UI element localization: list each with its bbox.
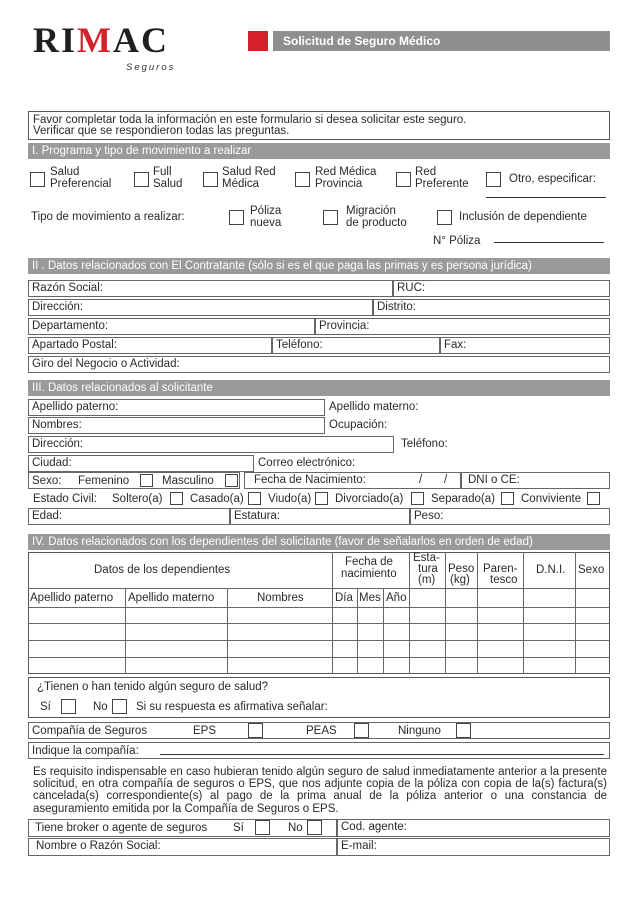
intro-line-1: Favor completar toda la información en este formulario si desea solicitar este seguro. <box>33 114 467 126</box>
checkbox-ninguno[interactable] <box>456 723 471 738</box>
label-inclusion: Inclusión de dependiente <box>459 211 587 223</box>
poliza-number-line[interactable] <box>494 242 604 243</box>
header-sexo: Sexo <box>578 564 605 576</box>
label-estado-civil: Estado Civil: <box>33 493 97 505</box>
label-insurance-si: Sí <box>40 701 51 713</box>
label-program-2a: Full <box>153 166 172 178</box>
checkbox-viudo[interactable] <box>315 492 328 505</box>
section-4-title: IV. Datos relacionados con los dependientes del solicitante (favor de señalarlos en orden de edad) <box>28 534 610 550</box>
section-3-title: III. Datos relacionados al solicitante <box>28 380 610 396</box>
label-compania-seguros: Compañía de Seguros <box>32 725 148 737</box>
field-telefono-solicitante[interactable]: Teléfono: <box>394 436 610 453</box>
label-program-3a: Salud Red <box>222 166 276 178</box>
header-parentesco-1: Paren- <box>483 563 518 575</box>
field-email[interactable]: E-mail: <box>337 838 610 856</box>
label-masculino: Masculino <box>162 475 214 487</box>
label-migracion-b: de producto <box>346 217 407 229</box>
header-apellido-paterno: Apellido paterno <box>30 592 114 604</box>
field-apellido-paterno[interactable]: Apellido paterno: <box>28 399 325 416</box>
label-poliza-b: nueva <box>250 217 282 229</box>
label-program-1a: Salud <box>50 166 80 178</box>
section-2-title: II . Datos relacionados con El Contratante (sólo si es el que paga las primas y es persona jurídica) <box>28 258 610 274</box>
label-program-4b: Provincia <box>315 178 363 190</box>
field-dni-ce[interactable]: DNI o CE: <box>461 472 610 489</box>
header-mes: Mes <box>359 592 381 604</box>
label-viudo: Viudo(a) <box>268 493 312 505</box>
label-conviviente: Conviviente <box>521 493 582 505</box>
form-title: Solicitud de Seguro Médico <box>273 31 610 51</box>
label-soltero: Soltero(a) <box>112 493 163 505</box>
header-dni: D.N.I. <box>536 564 566 576</box>
rimac-logo: RIMAC <box>33 20 169 60</box>
title-accent-square <box>248 31 268 51</box>
label-program-5a: Red <box>415 166 437 178</box>
checkbox-broker-no[interactable] <box>307 820 322 835</box>
label-casado: Casado(a) <box>190 493 244 505</box>
field-fax[interactable]: Fax: <box>440 337 610 354</box>
checkbox-broker-si[interactable] <box>255 820 270 835</box>
checkbox-insurance-si[interactable] <box>61 699 76 714</box>
label-senalar: Si su respuesta es afirmativa señalar: <box>136 701 328 713</box>
checkbox-casado[interactable] <box>248 492 261 505</box>
field-razon-social[interactable]: Razón Social: <box>28 280 393 297</box>
field-correo[interactable]: Correo electrónico: <box>254 455 610 472</box>
header-peso-2: (kg) <box>450 574 470 586</box>
header-fecha-1: Fecha de <box>345 556 393 568</box>
header-dia: Día <box>335 592 353 604</box>
checkbox-insurance-no[interactable] <box>112 699 127 714</box>
checkbox-full-salud[interactable] <box>134 172 149 187</box>
checkbox-salud-preferencial[interactable] <box>30 172 45 187</box>
field-nombres[interactable]: Nombres: <box>28 417 325 434</box>
header-estatura-1: Esta- <box>413 552 440 564</box>
header-peso-1: Peso <box>448 563 475 575</box>
label-program-2b: Salud <box>153 178 183 190</box>
field-distrito[interactable]: Distrito: <box>373 299 610 316</box>
checkbox-salud-red-medica[interactable] <box>203 172 218 187</box>
header-estatura-3: (m) <box>418 574 436 586</box>
field-direccion-solicitante[interactable]: Dirección: <box>28 436 394 453</box>
date-slash-2: / <box>444 474 448 486</box>
checkbox-red-medica-provincia[interactable] <box>295 172 310 187</box>
field-giro-negocio[interactable]: Giro del Negocio o Actividad: <box>28 356 610 373</box>
label-broker-no: No <box>288 822 303 834</box>
field-peso[interactable]: Peso: <box>410 508 610 525</box>
field-estatura[interactable]: Estatura: <box>230 508 410 525</box>
label-femenino: Femenino <box>78 475 130 487</box>
field-telefono-contratante[interactable]: Teléfono: <box>272 337 440 354</box>
logo-tagline: Seguros <box>126 62 176 73</box>
label-program-4a: Red Médica <box>315 166 377 178</box>
label-movement-type: Tipo de movimiento a realizar: <box>31 211 185 223</box>
intro-line-2: Verificar que se respondieron todas las preguntas. <box>33 125 290 137</box>
field-fecha-nacimiento[interactable] <box>244 472 461 489</box>
label-insurance-no: No <box>93 701 108 713</box>
label-divorciado: Divorciado(a) <box>335 493 404 505</box>
checkbox-eps[interactable] <box>248 723 263 738</box>
label-poliza-number: N° Póliza <box>433 235 481 247</box>
label-otro: Otro, especificar: <box>509 173 596 185</box>
field-apartado-postal[interactable]: Apartado Postal: <box>28 337 272 354</box>
field-ocupacion[interactable]: Ocupación: <box>325 417 610 434</box>
date-slash-1: / <box>419 474 423 486</box>
label-poliza-a: Póliza <box>250 205 282 217</box>
otro-underline[interactable] <box>486 197 606 198</box>
label-ninguno: Ninguno <box>398 725 441 737</box>
label-program-5b: Preferente <box>415 178 469 190</box>
field-ruc[interactable]: RUC: <box>393 280 610 297</box>
checkbox-femenino[interactable] <box>140 474 153 487</box>
header-anio: Año <box>386 592 407 604</box>
label-insurance-question: ¿Tienen o han tenido algún seguro de salud? <box>37 681 269 693</box>
header-nombres: Nombres <box>257 592 304 604</box>
label-program-3b: Médica <box>222 178 260 190</box>
field-nombre-razon-social[interactable]: Nombre o Razón Social: <box>28 838 337 856</box>
field-cod-agente[interactable]: Cod. agente: <box>337 819 610 837</box>
field-departamento[interactable]: Departamento: <box>28 318 315 335</box>
field-apellido-materno[interactable]: Apellido materno: <box>325 399 610 416</box>
header-apellido-materno: Apellido materno <box>128 592 215 604</box>
field-ciudad[interactable]: Ciudad: <box>28 455 254 472</box>
label-program-1b: Preferencial <box>50 178 112 190</box>
header-datos-dependientes: Datos de los dependientes <box>94 564 231 576</box>
checkbox-red-preferente[interactable] <box>396 172 411 187</box>
checkbox-peas[interactable] <box>354 723 369 738</box>
field-direccion[interactable]: Dirección: <box>28 299 373 316</box>
field-edad[interactable]: Edad: <box>28 508 230 525</box>
checkbox-soltero[interactable] <box>170 492 183 505</box>
checkbox-migracion[interactable] <box>323 210 338 225</box>
section-1-title: I. Programa y tipo de movimiento a realizar <box>28 143 610 159</box>
header-fecha-2: nacimiento <box>341 568 397 580</box>
label-tiene-broker: Tiene broker o agente de seguros <box>35 822 208 834</box>
header-parentesco-2: tesco <box>490 574 518 586</box>
checkbox-conviviente[interactable] <box>587 492 600 505</box>
header-estatura-2: tura <box>418 563 438 575</box>
checkbox-separado[interactable] <box>501 492 514 505</box>
checkbox-otro[interactable] <box>486 172 501 187</box>
label-broker-si: Sí <box>233 822 244 834</box>
label-peas: PEAS <box>306 725 337 737</box>
requisito-paragraph: Es requisito indispensable en caso hubieran tenido algún seguro de salud inmediatamente anterior a la presente solicitud, en otra compañía de seguros o EPS, que nos adjunte copia de la póliza con copia de la(s) factura(s) cancelada(s) correspondiente(s) al pago de la prima anual de la póliza anterior o una constancia de aseguramiento emitida por la Compañía de Seguros o EPS. <box>33 766 607 815</box>
label-indique-compania: Indique la compañía: <box>32 745 139 757</box>
label-separado: Separado(a) <box>431 493 495 505</box>
checkbox-divorciado[interactable] <box>411 492 424 505</box>
label-sexo: Sexo: <box>32 475 62 487</box>
field-provincia[interactable]: Provincia: <box>315 318 610 335</box>
checkbox-poliza-nueva[interactable] <box>229 210 244 225</box>
label-eps: EPS <box>193 725 217 737</box>
checkbox-inclusion-dependiente[interactable] <box>437 210 452 225</box>
label-fecha-nacimiento: Fecha de Nacimiento: <box>254 474 366 486</box>
checkbox-masculino[interactable] <box>225 474 238 487</box>
indique-compania-line[interactable] <box>160 754 604 755</box>
label-migracion-a: Migración <box>346 205 396 217</box>
